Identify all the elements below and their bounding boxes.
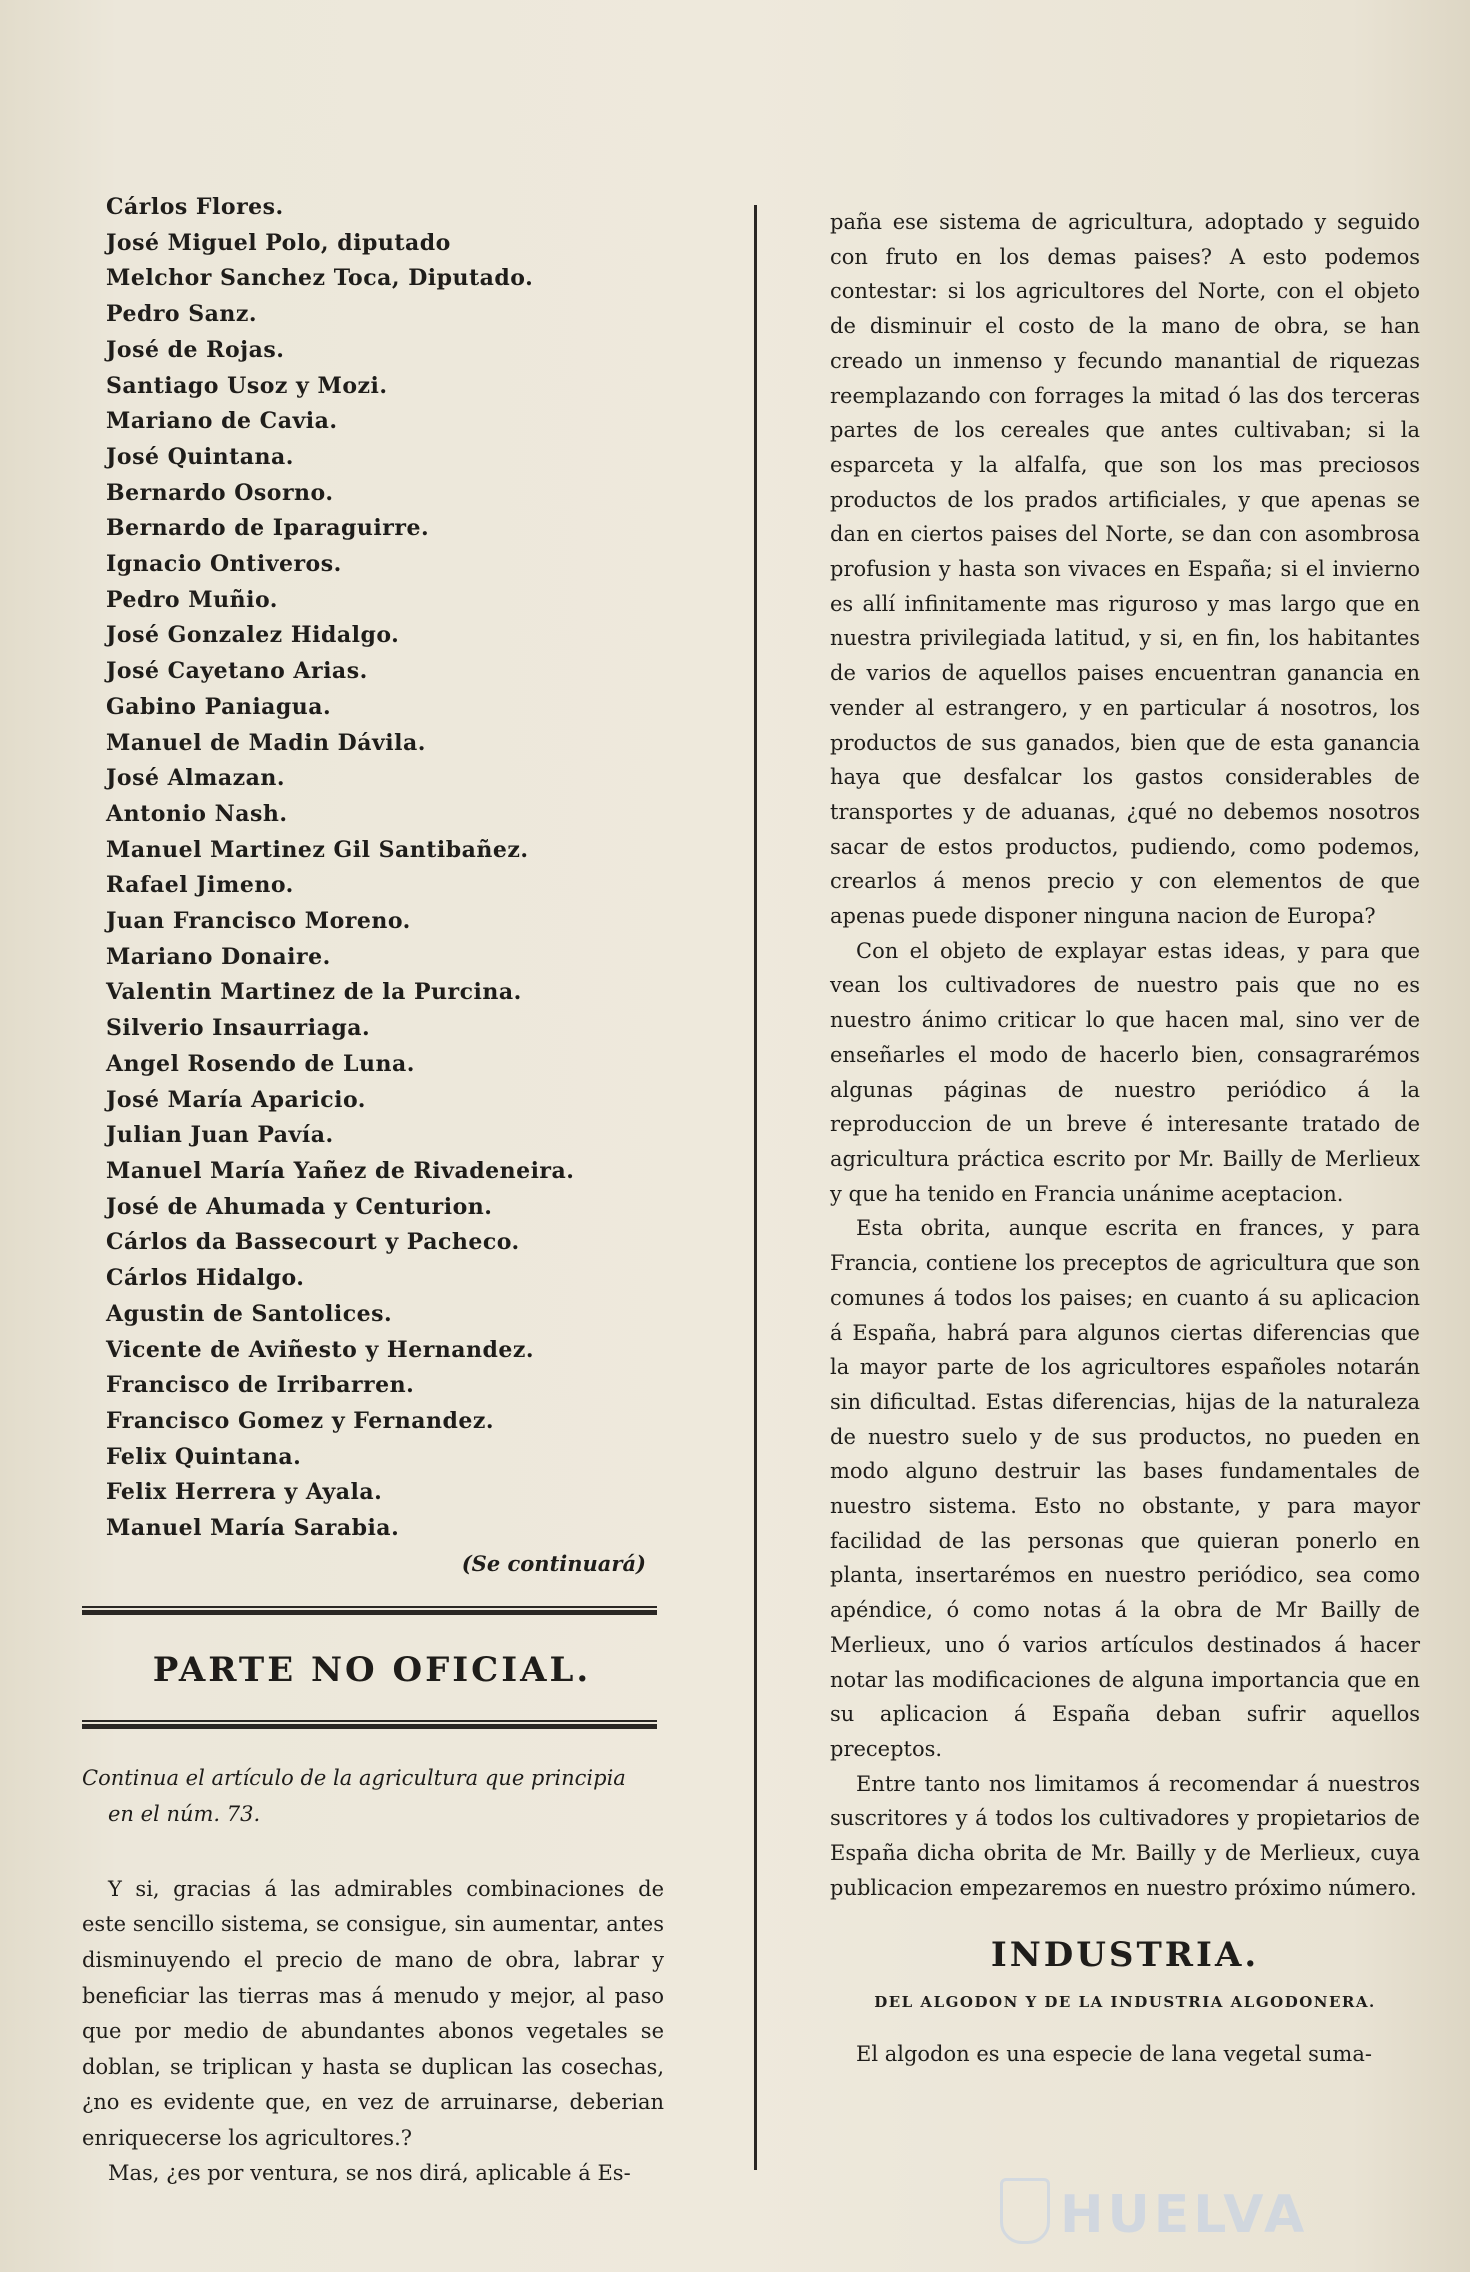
right-column <box>830 205 1430 2072</box>
signatory-name: Cárlos da Bassecourt y Pacheco. <box>106 1229 520 1256</box>
signatory-name: Antonio Nash. <box>106 800 288 827</box>
signatory-name: Pedro Muñio. <box>106 586 278 613</box>
left-column <box>82 190 672 2192</box>
rule-thick-line <box>82 1610 657 1615</box>
signatory-name: José Miguel Polo, diputado <box>106 229 451 256</box>
signatory-name: Mariano de Cavia. <box>106 408 338 435</box>
signatory-list <box>106 190 672 1547</box>
signatory-name: Francisco de Irribarren. <box>106 1372 415 1399</box>
rule-thick-line <box>82 1724 657 1729</box>
article-paragraph: Y si, gracias á las admirables combinaciones de este sencillo sistema, se consigue, sin aumentar, antes disminuyendo el precio de mano de obra, labrar y beneficiar las tierras mas á menudo y mejor, al paso que por medio de abundantes abonos vegetales se doblan, se triplican y hasta se duplican las cosechas, ¿no es evidente que, en vez de arruinarse, deberian enriquecerse los agricultores.? <box>82 1876 664 2150</box>
rule-thin-line <box>82 1606 657 1608</box>
section-title-parte-no-oficial: PARTE NO OFICIAL. <box>152 1649 592 1690</box>
article-subtitle <box>82 1760 662 1832</box>
signatory-name: Francisco Gomez y Fernandez. <box>106 1407 495 1434</box>
signatory-name: Manuel María Sarabia. <box>106 1515 400 1542</box>
signatory-name: Santiago Usoz y Mozi. <box>106 372 388 399</box>
signatory-name: Manuel María Yañez de Rivadeneira. <box>106 1157 575 1184</box>
signatory-name: Felix Herrera y Ayala. <box>106 1479 383 1506</box>
signatory-name: Silverio Insaurriaga. <box>106 1015 371 1042</box>
signatory-name: Agustin de Santolices. <box>106 1300 393 1327</box>
signatory-name: Rafael Jimeno. <box>106 872 294 899</box>
signatory-name: Bernardo Osorno. <box>106 479 334 506</box>
signatory-name: Gabino Paniagua. <box>106 693 332 720</box>
signatory-name: Juan Francisco Moreno. <box>106 908 411 935</box>
article-subtitle-line1: Continua el artículo de la agricultura que principia <box>82 1765 626 1790</box>
signatory-name: Bernardo de Iparaguirre. <box>106 515 430 542</box>
signatory-name: Angel Rosendo de Luna. <box>106 1050 415 1077</box>
signatory-name: Mariano Donaire. <box>106 943 331 970</box>
signatory-name: José de Rojas. <box>106 336 285 363</box>
article-paragraph-continued: Mas, ¿es por ventura, se nos dirá, aplicable á Es- <box>108 2161 631 2186</box>
rule-thin-line <box>82 1720 657 1722</box>
signatory-name: José Almazan. <box>106 765 285 792</box>
signatory-name: Cárlos Hidalgo. <box>106 1265 305 1292</box>
section-title-industria: INDUSTRIA. <box>990 1935 1260 1976</box>
signatory-name: Manuel Martinez Gil Santibañez. <box>106 836 529 863</box>
signatory-name: Valentin Martinez de la Purcina. <box>106 979 522 1006</box>
article-paragraph: El algodon es una especie de lana vegetal suma- <box>856 2042 1372 2067</box>
signatory-name: José de Ahumada y Centurion. <box>106 1193 493 1220</box>
signatory-name: José Quintana. <box>106 443 294 470</box>
section-subtitle-algodon: DEL ALGODON Y DE LA INDUSTRIA ALGODONERA. <box>874 1993 1376 2012</box>
signatory-name: José María Aparicio. <box>106 1086 366 1113</box>
article-paragraph: Entre tanto nos limitamos á recomendar á nuestros suscritores y á todos los cultivadores y propietarios de España dicha obrita de Mr. Bailly y de Merlieux, cuya publicacion empezaremos en nuestro próximo número. <box>830 1771 1420 1900</box>
article-paragraph: Con el objeto de explayar estas ideas, y para que vean los cultivadores de nuestro pais que no es nuestro ánimo criticar lo que hacen mal, sino ver de enseñarles el modo de hacerlo bien, consagrarémos algunas páginas de nuestro periódico á la reproduccion de un breve é interesante tratado de agricultura práctica escrito por Mr. Bailly de Merlieux y que ha tenido en Francia unánime aceptacion. <box>830 938 1420 1206</box>
signatory-name: Julian Juan Pavía. <box>106 1122 334 1149</box>
signatory-name: Manuel de Madin Dávila. <box>106 729 426 756</box>
signatory-name: José Gonzalez Hidalgo. <box>106 622 400 649</box>
section-rule-top <box>82 1606 657 1616</box>
watermark-huelva: HUELVA <box>1060 2185 1309 2245</box>
signatory-name: Pedro Sanz. <box>106 301 258 328</box>
signatory-name: José Cayetano Arias. <box>106 658 368 685</box>
column-divider <box>754 205 757 2170</box>
signatory-name: Melchor Sanchez Toca, Diputado. <box>106 265 534 292</box>
signatory-name: Vicente de Aviñesto y Hernandez. <box>106 1336 535 1363</box>
section-rule-bottom <box>82 1720 657 1730</box>
signatory-name: Cárlos Flores. <box>106 194 284 220</box>
continuation-note: (Se continuará) <box>461 1550 646 1576</box>
watermark-shield-icon <box>1000 2178 1050 2244</box>
article-paragraph-continuation: paña ese sistema de agricultura, adoptado y seguido con fruto en los demas paises? A esto podemos contestar: si los agricultores del Norte, con el objeto de disminuir el costo de la mano de obra, se han creado un inmenso y fecundo manantial de riquezas reemplazando con forrages la mitad ó las dos terceras partes de los cereales que antes cultivaban; si la esparceta y la alfalfa, que son los mas preciosos productos de los prados artificiales, y que apenas se dan en ciertos paises del Norte, se dan con asombrosa profusion y hasta son vivaces en España; si el invierno es allí infinitamente mas riguroso y mas largo que en nuestra privilegiada latitud, y si, en fin, los habitantes de varios de aquellos paises encuentran ganancia en vender al estrangero, y en particular á nosotros, los productos de sus ganados, bien que de esta ganancia haya que desfalcar los gastos considerables de transportes y de aduanas, ¿qué no debemos nosotros sacar de estos productos, pudiendo, como podemos, crearlos á menos precio y con elementos de que apenas puede disponer ninguna nacion de Europa? <box>830 210 1420 929</box>
signatory-name: Ignacio Ontiveros. <box>106 551 342 578</box>
signatory-name: Felix Quintana. <box>106 1443 302 1470</box>
article-paragraph: Esta obrita, aunque escrita en frances, y para Francia, contiene los preceptos de agricultura que son comunes á todos los paises; en cuanto á su aplicacion á España, habrá para algunos ciertas diferencias que la mayor parte de los agricultores españoles notarán sin dificultad. Estas diferencias, hijas de la naturaleza de nuestro suelo y de sus productos, no pueden en modo alguno destruir las bases fundamentales de nuestro sistema. Esto no obstante, y para mayor facilidad de las personas que quieran ponerlo en planta, insertarémos en nuestro periódico, sea como apéndice, ó como notas á la obra de Mr Bailly de Merlieux, uno ó varios artículos destinados á hacer notar las modificaciones de alguna importancia que en su aplicacion á España deban sufrir aquellos preceptos. <box>830 1216 1420 1761</box>
article-subtitle-line2: en el núm. 73. <box>108 1801 261 1826</box>
